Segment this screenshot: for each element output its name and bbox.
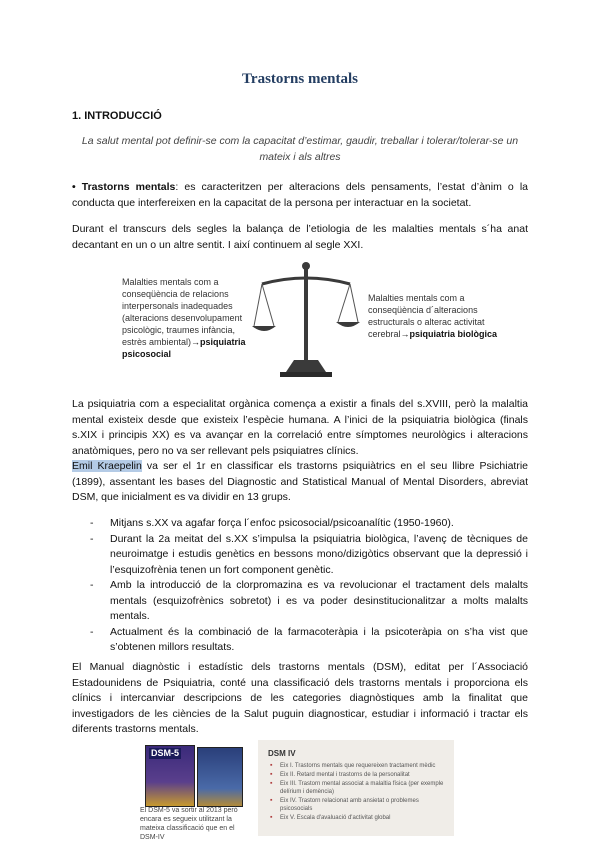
definition-quote: La salut mental pot definir-se com la capacitat d’estimar, gaudir, treballar i tolerar/tolerar-se un mateix i als altres [81, 135, 519, 163]
list-item: ▪ Eix II. Retard mental i trastorns de la personalitat [270, 771, 450, 779]
paragraph-etiology: Durant el transcurs dels segles la balança de l’etiologia de les malalties mentals s´ha anat decantant en un o un altre sentit. I així continuem al segle XXI. [72, 223, 528, 251]
list-item: - Actualment és la combinació de la farmacoteràpia i la psicoteràpia on s’ha vist que s’obtenen millors resultats. [90, 625, 528, 653]
dsm-iv-title: DSM IV [268, 749, 296, 758]
term-bold: • Trastorns mentals [72, 181, 176, 193]
dsm-book-image [145, 745, 245, 807]
history-bullet-list [72, 516, 528, 656]
list-item: - Amb la introducció de la clorpromazina es va revolucionar el tractament dels malalts mentals (esquizofrènics sobretot) i es va poder desinstitucionalitzar a molts malalts mentals. [90, 579, 528, 622]
list-item: ▪ Eix I. Trastorns mentals que requereixen tractament mèdic [270, 762, 450, 770]
bullet-text: Durant la 2a meitat del s.XX s’impulsa la psiquiatria biològica, l’avenç de tècniques de neuroimatge i estudis genètics en bessons mono/dizigòtics observant que la depressió i l’esquizofrènia tenen un fort component genètic. [110, 532, 528, 576]
bullet-text: Mitjans s.XX va agafar força l´enfoc psicosocial/psicoanalític (1950-1960). [110, 517, 454, 529]
term-description: : es caracteritzen per alteracions dels pensaments, l’estat d’ànim o la conducta que interfereixen en la capacitat de la persona per interactuar en la societat. [72, 181, 528, 209]
list-item: ▪ Eix IV. Trastorn relacionat amb ansietat o problemes psicosocials [270, 797, 450, 813]
figure-left-normal: Malalties mentals com a conseqüència de relacions interpersonals inadequades (alteracions desenvolupament psicològic, traumes infància, estrès ambiental) [122, 277, 243, 347]
book-cover-front [145, 745, 195, 807]
list-item: ▪ Eix V. Escala d'avaluació d'activitat global [270, 814, 450, 822]
figure-right-bold: →psiquiatria biològica [400, 329, 498, 339]
figure-right-normal: Malalties mentals com a conseqüència d´alteracions estructurals o alterac activitat cerebral [368, 293, 485, 339]
kraepelin-text: va ser el 1r en classificar els trastorns psiquiàtrics en el seu llibre Psichiatrie (1899), assentant les bases del Diagnostic and Statistical Manual of Mental Disorders, abreviat DSM, que inicialment es va dividir en 13 grups. [72, 460, 528, 503]
list-item: ▪ Eix III. Trastorn mental associat a malaltia física (per exemple delírium i demència) [270, 780, 450, 796]
dsm-iv-list [270, 762, 450, 823]
section-heading: 1. INTRODUCCIÓ [72, 110, 162, 122]
figure-left-text [122, 276, 250, 360]
list-item: - Mitjans s.XX va agafar força l´enfoc psicosocial/psicoanalític (1950-1960). [90, 517, 454, 529]
paragraph-history: La psiquiatria com a especialitat orgànica comença a existir a finals del s.XVIII, però la malaltia mental existeix desde que existeix l’espècie humana. A l’inici de la psiquiatria biològica (finals s.XIX i principis XX) es va avançar en la correlació entre símptomes neurològics i alteracions anatòmiques, pero no va ser rellevant pels psiquiatres clínics. [72, 398, 528, 457]
figure-right-text [368, 292, 508, 340]
figure-left-bold: →psiquiatria psicosocial [122, 337, 246, 359]
bullet-text: Actualment és la combinació de la farmacoteràpia i la psicoteràpia on s’ha vist que s’obtenen millors resultats. [110, 625, 528, 653]
book-label: DSM-5 [151, 748, 180, 758]
book-caption: El DSM-5 va sortir al 2013 però encara es segueix utilitzant la mateixa classificació que en el DSM-IV [140, 807, 238, 841]
bullet-text: Amb la introducció de la clorpromazina es va revolucionar el tractament dels malalts mentals (esquizofrènics sobretot) i es va poder desinstitucionalitzar a molts malalts mentals. [110, 579, 528, 622]
paragraph-kraepelin [72, 459, 528, 506]
paragraph-definition [72, 180, 528, 211]
list-item: - Durant la 2a meitat del s.XX s’impulsa la psiquiatria biològica, l’avenç de tècniques de neuroimatge i estudis genètics en bessons mono/dizigòtics observant que la depressió i l’esquizofrènia tenen un fort component genètic. [90, 532, 528, 576]
highlighted-name: Emil Kraepelin [72, 460, 142, 472]
page-title: Trastorns mentals [242, 71, 358, 87]
dsm-iv-box [258, 740, 454, 836]
balance-scale-icon [252, 262, 360, 378]
book-cover-back [197, 747, 243, 807]
paragraph-dsm: El Manual diagnòstic i estadístic dels trastorns mentals (DSM), editat per l´Associació Estadounidens de Psiquiatria, conté una classificació dels trastorns mentals i proporciona els clínics i intercanviar descripcions de les categories diagnòstiques amb la finalitat que investigadors de les ciències de la Salut puguin diagnosticar, estudiar i informació i tractar els diferents trastorns mentals. [72, 661, 528, 735]
